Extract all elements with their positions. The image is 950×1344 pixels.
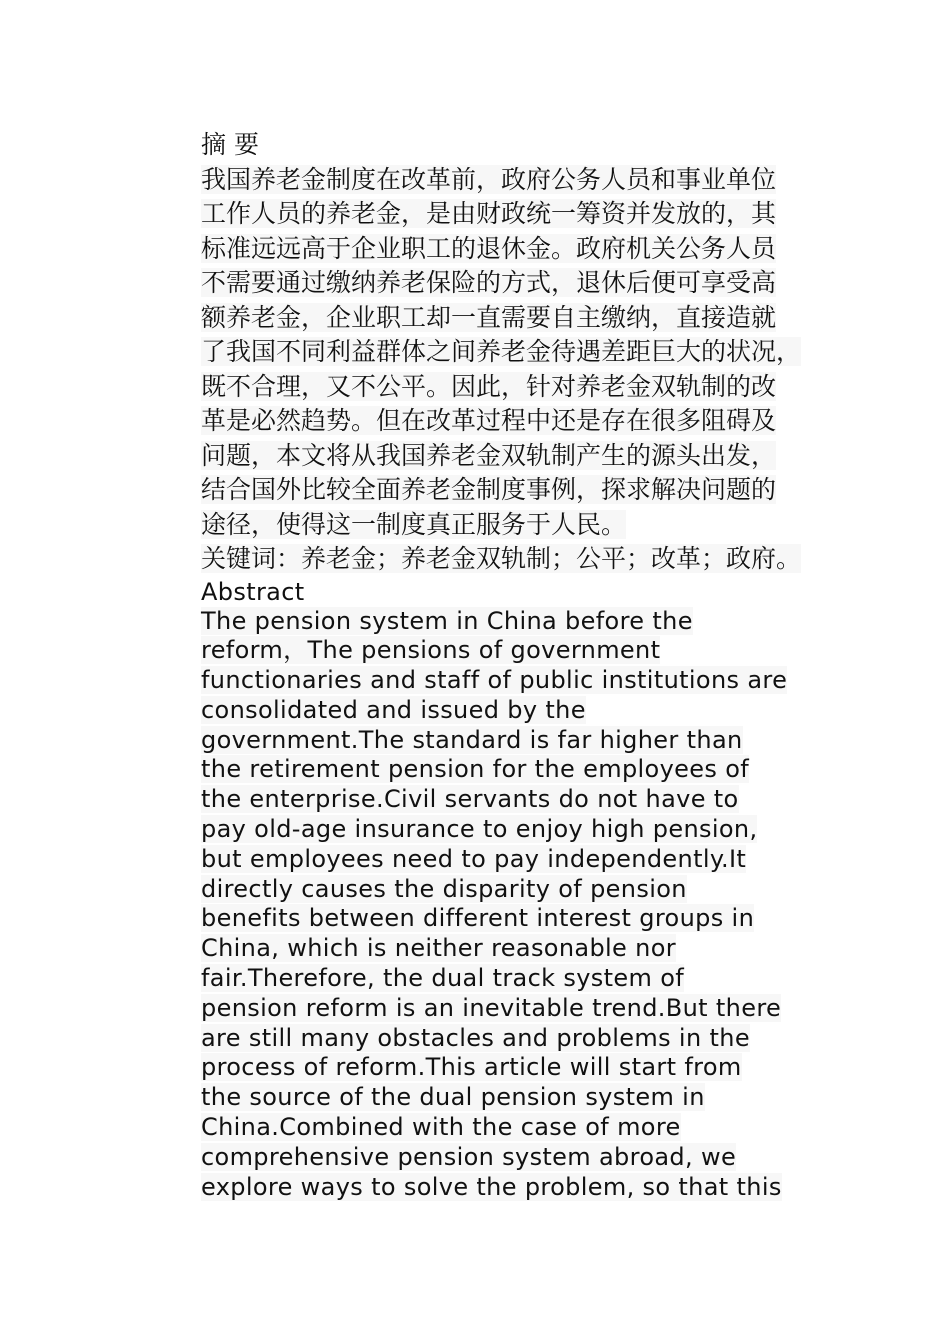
abstract-zh-line: 途径，使得这一制度真正服务于人民。 <box>201 509 627 539</box>
abstract-en-line: China.Combined with the case of more <box>201 1113 681 1142</box>
abstract-en-line: The pension system in China before the <box>201 606 693 635</box>
abstract-en-line: the retirement pension for the employees of <box>201 755 750 784</box>
abstract-zh-line: 革是必然趋势。但在改革过程中还是存在很多阻碍及 <box>201 406 777 435</box>
abstract-en-line: China, which is neither reasonable nor <box>201 934 676 963</box>
abstract-en-heading: Abstract <box>201 577 305 606</box>
document-body <box>201 128 813 1202</box>
abstract-en-paragraph <box>201 607 813 1203</box>
abstract-en-line: functionaries and staff of public institutions are <box>201 666 788 695</box>
abstract-zh-line: 额养老金，企业职工却一直需要自主缴纳，直接造就 <box>201 302 777 332</box>
abstract-zh-line: 结合国外比较全面养老金制度事例，探求解决问题的 <box>201 475 777 504</box>
abstract-zh-paragraph <box>201 163 813 577</box>
abstract-en-line: the source of the dual pension system in <box>201 1083 705 1112</box>
abstract-en-line: fair.Therefore, the dual track system of <box>201 964 685 993</box>
abstract-en-line: process of reform.This article will start from <box>201 1053 742 1082</box>
abstract-en-line: pay old-age insurance to enjoy high pension, <box>201 815 758 844</box>
abstract-en-line: consolidated and issued by the <box>201 695 586 724</box>
abstract-en-line: government.The standard is far higher than <box>201 725 743 754</box>
abstract-en-line: the enterprise.Civil servants do not have to <box>201 785 739 814</box>
abstract-en-line: are still many obstacles and problems in the <box>201 1023 750 1052</box>
abstract-zh-line: 不需要通过缴纳养老保险的方式，退休后便可享受高 <box>201 268 777 297</box>
abstract-zh-line: 我国养老金制度在改革前，政府公务人员和事业单位 <box>201 164 777 194</box>
abstract-zh-line: 问题，本文将从我国养老金双轨制产生的源头出发， <box>201 440 777 470</box>
abstract-en-line: but employees need to pay independently.It <box>201 844 747 873</box>
abstract-zh-heading: 摘 要 <box>201 130 259 159</box>
abstract-zh-line: 既不合理，又不公平。因此，针对养老金双轨制的改 <box>201 371 777 401</box>
abstract-zh-keywords: 关键词：养老金；养老金双轨制；公平；改革；政府。 <box>201 544 802 573</box>
abstract-en-line: pension reform is an inevitable trend.But there <box>201 993 782 1022</box>
abstract-zh-line: 标准远远高于企业职工的退休金。政府机关公务人员 <box>201 233 777 263</box>
abstract-en-line: explore ways to solve the problem, so that this <box>201 1172 782 1201</box>
abstract-zh-line: 工作人员的养老金，是由财政统一筹资并发放的，其 <box>201 199 777 228</box>
abstract-en-line: reform，The pensions of government <box>201 636 661 665</box>
abstract-en-line: benefits between different interest groups in <box>201 904 755 933</box>
abstract-en-line: directly causes the disparity of pension <box>201 874 687 903</box>
abstract-zh-line: 了我国不同利益群体之间养老金待遇差距巨大的状况， <box>201 337 802 366</box>
abstract-en-line: comprehensive pension system abroad, we <box>201 1142 737 1171</box>
